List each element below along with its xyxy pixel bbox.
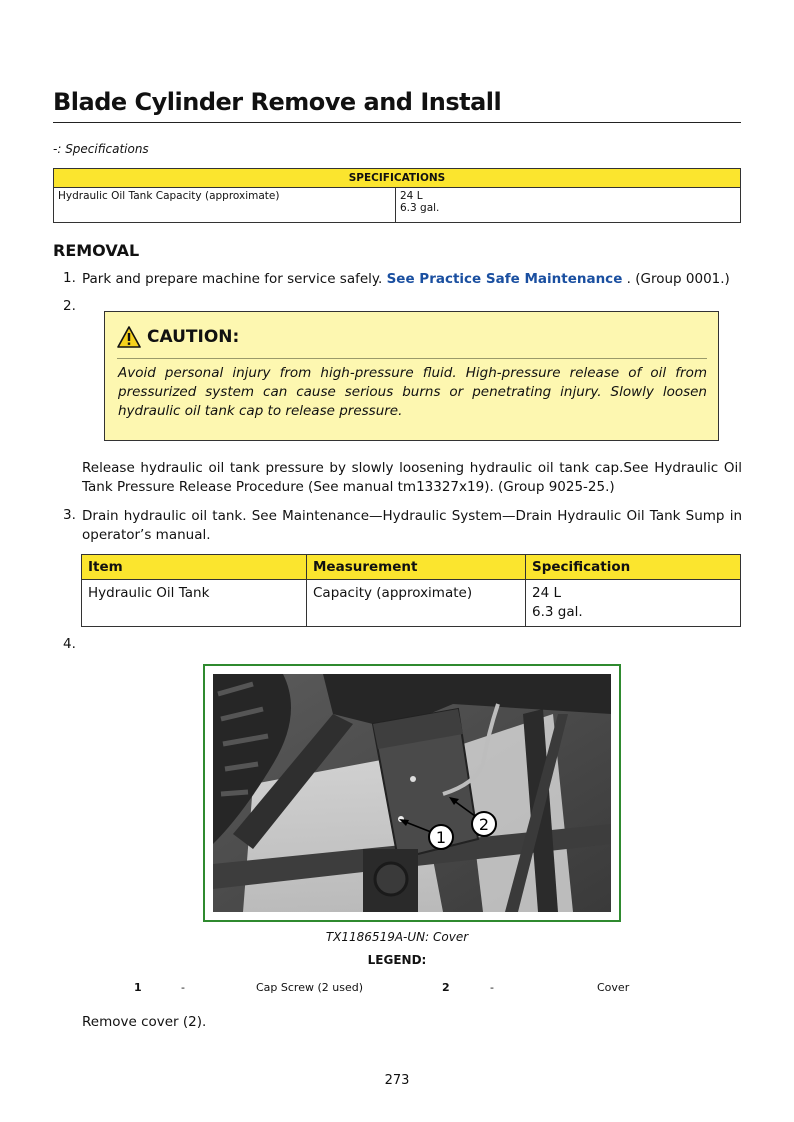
figure-caption: TX1186519A-UN: Cover [325, 930, 469, 944]
legend-1-number: 1 [134, 981, 142, 994]
cover-photo [213, 674, 611, 912]
legend-2-number: 2 [442, 981, 450, 994]
caution-title: CAUTION: [147, 327, 240, 347]
column-header-specification: Specification [526, 555, 741, 580]
step-2-number: 2. [63, 298, 76, 314]
step-4-number: 4. [63, 636, 76, 652]
legend-1-dash: - [181, 981, 185, 994]
specifications-caption: -: Specifications [53, 142, 149, 156]
table-row [54, 188, 741, 223]
legend-title: LEGEND: [367, 953, 427, 967]
step-3-number: 3. [63, 507, 76, 523]
item-cell: Hydraulic Oil Tank [82, 580, 307, 627]
specifications-table [53, 168, 741, 223]
step-1-suffix: . (Group 0001.) [626, 271, 730, 287]
step-1-text: Park and prepare machine for service safely. [82, 271, 383, 287]
step-2-text: Release hydraulic oil tank pressure by slowly loosening hydraulic oil tank cap.See Hydraulic Oil Tank Pressure Release Procedure (See manual tm13327x19). (Group 9025-25.) [82, 460, 742, 495]
spec-value-line2: 6.3 gal. [400, 202, 440, 214]
callout-2-label: 2 [478, 815, 490, 834]
legend-2-dash: - [490, 981, 494, 994]
warning-triangle-icon [117, 326, 141, 348]
callout-1-label: 1 [435, 828, 447, 847]
step-1-number: 1. [63, 270, 76, 286]
title-divider [53, 122, 741, 123]
specification-line2: 6.3 gal. [532, 604, 583, 620]
legend-1-label: Cap Screw (2 used) [256, 981, 364, 994]
caution-box [104, 311, 719, 441]
step-1 [82, 270, 742, 289]
caution-divider [117, 358, 707, 359]
step-3-text: Drain hydraulic oil tank. See Maintenance—Hydraulic System—Drain Hydraulic Oil Tank Sump in operator’s manual. [82, 508, 742, 543]
spec-value-line1: 24 L [400, 190, 423, 202]
step-4-text: Remove cover (2). [82, 1014, 207, 1030]
specification-line1: 24 L [532, 585, 561, 601]
measurement-table-header-row [82, 555, 741, 580]
page-title: Blade Cylinder Remove and Install [53, 88, 502, 116]
column-header-measurement: Measurement [307, 555, 526, 580]
specification-cell [526, 580, 741, 627]
spec-label-cell: Hydraulic Oil Tank Capacity (approximate) [54, 188, 396, 223]
caution-header [117, 326, 239, 348]
page-number: 273 [384, 1073, 410, 1088]
caution-text: Avoid personal injury from high-pressure fluid. High-pressure release of oil from pressurized system can cause serious burns or penetrating injury. Slowly loosen hydraulic oil tank cap to release pressure. [118, 365, 707, 419]
column-header-item: Item [82, 555, 307, 580]
measurement-cell: Capacity (approximate) [307, 580, 526, 627]
figure-frame [203, 664, 621, 922]
table-row [82, 580, 741, 627]
spec-value-cell [396, 188, 741, 223]
removal-heading: REMOVAL [53, 241, 140, 260]
specifications-table-header: SPECIFICATIONS [54, 169, 741, 188]
legend-2-label: Cover [597, 981, 630, 994]
practice-safe-maintenance-link[interactable]: See Practice Safe Maintenance [386, 271, 623, 287]
measurement-table [81, 554, 741, 627]
